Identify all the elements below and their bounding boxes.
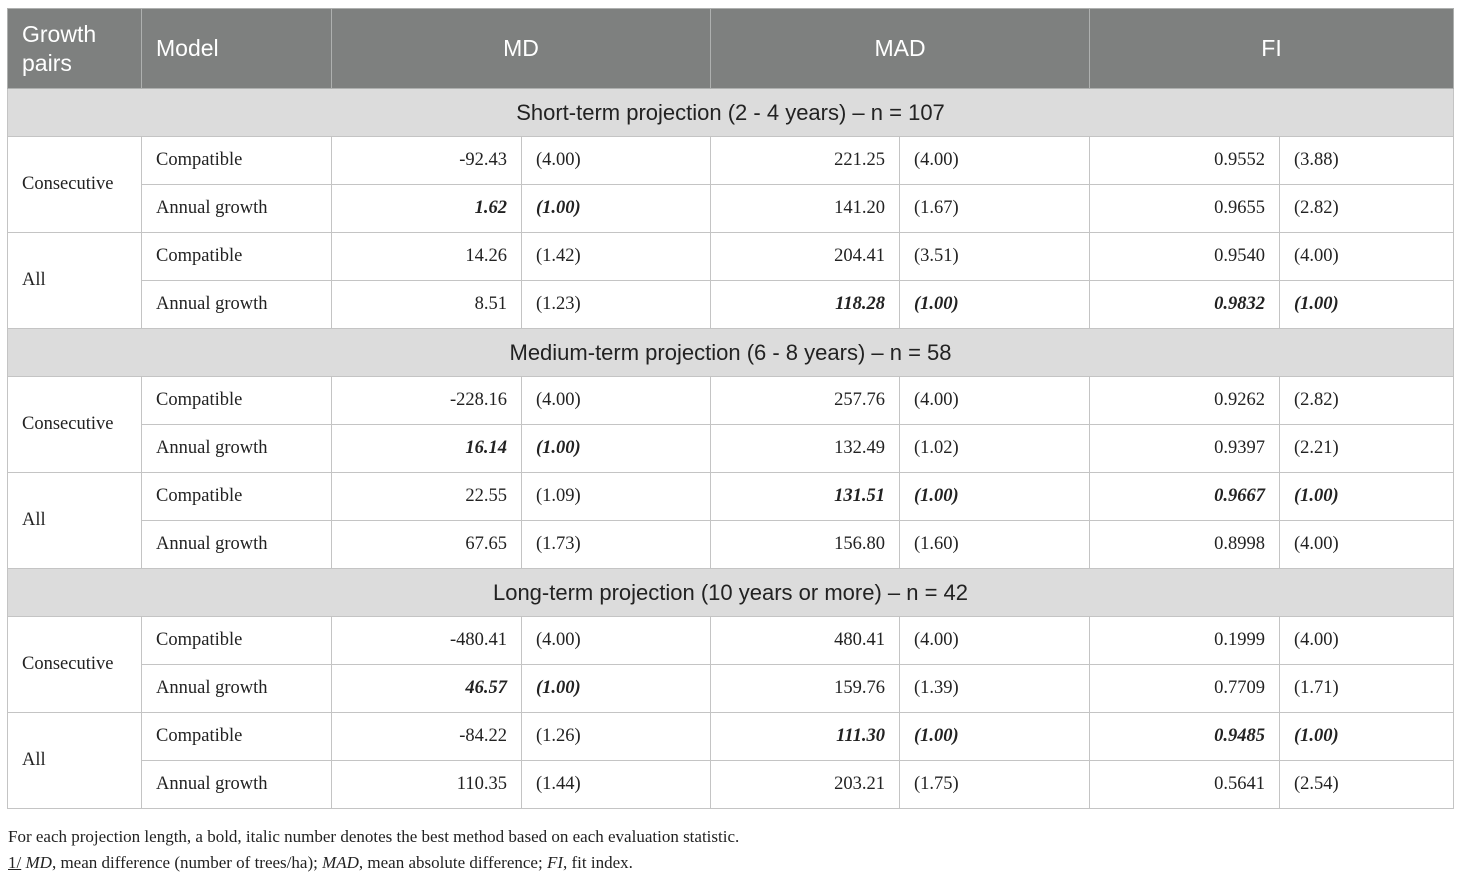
table-notes bbox=[8, 824, 1448, 876]
fi-value-cell: 0.9655 bbox=[1090, 185, 1280, 233]
fi-rank-cell: (1.00) bbox=[1280, 473, 1454, 521]
mad-rank-cell: (3.51) bbox=[900, 233, 1090, 281]
growth-pairs-cell: Consecutive bbox=[8, 377, 142, 473]
fi-rank-cell: (2.54) bbox=[1280, 761, 1454, 809]
model-cell: Compatible bbox=[142, 233, 332, 281]
growth-pairs-cell: All bbox=[8, 713, 142, 809]
header-row bbox=[8, 9, 1454, 89]
mad-value-cell: 132.49 bbox=[711, 425, 900, 473]
header-model: Model bbox=[142, 9, 332, 89]
mad-value-cell: 221.25 bbox=[711, 137, 900, 185]
section-row bbox=[8, 89, 1454, 137]
model-cell: Compatible bbox=[142, 377, 332, 425]
section-row bbox=[8, 329, 1454, 377]
mad-value-cell: 156.80 bbox=[711, 521, 900, 569]
model-cell: Annual growth bbox=[142, 521, 332, 569]
fi-rank-cell: (4.00) bbox=[1280, 233, 1454, 281]
md-value-cell: 110.35 bbox=[332, 761, 522, 809]
fi-rank-cell: (1.00) bbox=[1280, 281, 1454, 329]
table-row bbox=[8, 377, 1454, 425]
md-value-cell: 8.51 bbox=[332, 281, 522, 329]
md-rank-cell: (1.73) bbox=[522, 521, 711, 569]
md-rank-cell: (1.26) bbox=[522, 713, 711, 761]
mad-value-cell: 111.30 bbox=[711, 713, 900, 761]
fi-rank-cell: (1.71) bbox=[1280, 665, 1454, 713]
fi-rank-cell: (2.82) bbox=[1280, 377, 1454, 425]
model-cell: Annual growth bbox=[142, 185, 332, 233]
md-value-cell: 67.65 bbox=[332, 521, 522, 569]
model-cell: Compatible bbox=[142, 137, 332, 185]
md-rank-cell: (4.00) bbox=[522, 137, 711, 185]
mad-value-cell: 118.28 bbox=[711, 281, 900, 329]
md-rank-cell: (1.00) bbox=[522, 665, 711, 713]
md-rank-cell: (1.44) bbox=[522, 761, 711, 809]
table-row bbox=[8, 233, 1454, 281]
md-value-cell: 1.62 bbox=[332, 185, 522, 233]
mad-value-cell: 204.41 bbox=[711, 233, 900, 281]
header-fi: FI bbox=[1090, 9, 1454, 89]
mad-value-cell: 257.76 bbox=[711, 377, 900, 425]
section-title: Medium-term projection (6 - 8 years) – n = 58 bbox=[8, 329, 1454, 377]
table-row bbox=[8, 281, 1454, 329]
fi-value-cell: 0.7709 bbox=[1090, 665, 1280, 713]
mad-rank-cell: (1.00) bbox=[900, 713, 1090, 761]
mad-rank-cell: (1.60) bbox=[900, 521, 1090, 569]
abbr-mad: MAD bbox=[322, 853, 359, 872]
md-value-cell: -92.43 bbox=[332, 137, 522, 185]
md-rank-cell: (1.00) bbox=[522, 185, 711, 233]
mad-rank-cell: (4.00) bbox=[900, 377, 1090, 425]
fi-value-cell: 0.5641 bbox=[1090, 761, 1280, 809]
fi-rank-cell: (2.82) bbox=[1280, 185, 1454, 233]
mad-value-cell: 159.76 bbox=[711, 665, 900, 713]
def-fi: , fit index. bbox=[562, 853, 633, 872]
md-rank-cell: (1.42) bbox=[522, 233, 711, 281]
model-cell: Annual growth bbox=[142, 665, 332, 713]
def-md: , mean difference (number of trees/ha); bbox=[51, 853, 323, 872]
md-value-cell: -84.22 bbox=[332, 713, 522, 761]
table-row bbox=[8, 665, 1454, 713]
fi-rank-cell: (4.00) bbox=[1280, 617, 1454, 665]
fi-rank-cell: (3.88) bbox=[1280, 137, 1454, 185]
growth-pairs-cell: All bbox=[8, 233, 142, 329]
fi-value-cell: 0.9832 bbox=[1090, 281, 1280, 329]
statistics-table bbox=[7, 8, 1454, 809]
table-row bbox=[8, 761, 1454, 809]
mad-rank-cell: (4.00) bbox=[900, 137, 1090, 185]
growth-pairs-cell: All bbox=[8, 473, 142, 569]
mad-rank-cell: (1.00) bbox=[900, 281, 1090, 329]
mad-value-cell: 480.41 bbox=[711, 617, 900, 665]
header-mad: MAD bbox=[711, 9, 1090, 89]
model-cell: Compatible bbox=[142, 473, 332, 521]
table-row bbox=[8, 713, 1454, 761]
note-best-method: For each projection length, a bold, italic number denotes the best method based on each evaluation statistic. bbox=[8, 827, 740, 846]
fi-rank-cell: (4.00) bbox=[1280, 521, 1454, 569]
md-rank-cell: (1.00) bbox=[522, 425, 711, 473]
fi-rank-cell: (2.21) bbox=[1280, 425, 1454, 473]
section-title: Short-term projection (2 - 4 years) – n = 107 bbox=[8, 89, 1454, 137]
fi-value-cell: 0.9540 bbox=[1090, 233, 1280, 281]
md-value-cell: -480.41 bbox=[332, 617, 522, 665]
def-mad: , mean absolute difference; bbox=[358, 853, 547, 872]
table-row bbox=[8, 185, 1454, 233]
growth-pairs-cell: Consecutive bbox=[8, 617, 142, 713]
md-rank-cell: (1.23) bbox=[522, 281, 711, 329]
model-cell: Annual growth bbox=[142, 281, 332, 329]
fi-value-cell: 0.9667 bbox=[1090, 473, 1280, 521]
md-value-cell: 16.14 bbox=[332, 425, 522, 473]
mad-rank-cell: (1.67) bbox=[900, 185, 1090, 233]
md-rank-cell: (4.00) bbox=[522, 377, 711, 425]
md-value-cell: 14.26 bbox=[332, 233, 522, 281]
mad-rank-cell: (1.39) bbox=[900, 665, 1090, 713]
model-cell: Annual growth bbox=[142, 761, 332, 809]
table-row bbox=[8, 521, 1454, 569]
header-growth-pairs: Growth pairs bbox=[8, 9, 142, 89]
fi-value-cell: 0.8998 bbox=[1090, 521, 1280, 569]
fi-value-cell: 0.9552 bbox=[1090, 137, 1280, 185]
table-body bbox=[8, 89, 1454, 809]
section-row bbox=[8, 569, 1454, 617]
table-row bbox=[8, 617, 1454, 665]
fi-value-cell: 0.9262 bbox=[1090, 377, 1280, 425]
model-cell: Compatible bbox=[142, 713, 332, 761]
fi-value-cell: 0.1999 bbox=[1090, 617, 1280, 665]
md-value-cell: 22.55 bbox=[332, 473, 522, 521]
md-value-cell: -228.16 bbox=[332, 377, 522, 425]
abbr-fi: FI bbox=[546, 853, 563, 872]
mad-rank-cell: (1.00) bbox=[900, 473, 1090, 521]
mad-value-cell: 203.21 bbox=[711, 761, 900, 809]
mad-value-cell: 141.20 bbox=[711, 185, 900, 233]
model-cell: Compatible bbox=[142, 617, 332, 665]
model-cell: Annual growth bbox=[142, 425, 332, 473]
fi-value-cell: 0.9397 bbox=[1090, 425, 1280, 473]
note-abbreviations bbox=[8, 850, 1448, 876]
md-rank-cell: (4.00) bbox=[522, 617, 711, 665]
growth-pairs-cell: Consecutive bbox=[8, 137, 142, 233]
mad-rank-cell: (1.02) bbox=[900, 425, 1090, 473]
header-md: MD bbox=[332, 9, 711, 89]
mad-rank-cell: (4.00) bbox=[900, 617, 1090, 665]
section-title: Long-term projection (10 years or more) – n = 42 bbox=[8, 569, 1454, 617]
md-value-cell: 46.57 bbox=[332, 665, 522, 713]
md-rank-cell: (1.09) bbox=[522, 473, 711, 521]
table-row bbox=[8, 425, 1454, 473]
footnote-marker: 1/ bbox=[8, 853, 22, 872]
fi-value-cell: 0.9485 bbox=[1090, 713, 1280, 761]
fi-rank-cell: (1.00) bbox=[1280, 713, 1454, 761]
mad-rank-cell: (1.75) bbox=[900, 761, 1090, 809]
mad-value-cell: 131.51 bbox=[711, 473, 900, 521]
abbr-md: MD bbox=[25, 853, 52, 872]
table-row bbox=[8, 473, 1454, 521]
table-row bbox=[8, 137, 1454, 185]
